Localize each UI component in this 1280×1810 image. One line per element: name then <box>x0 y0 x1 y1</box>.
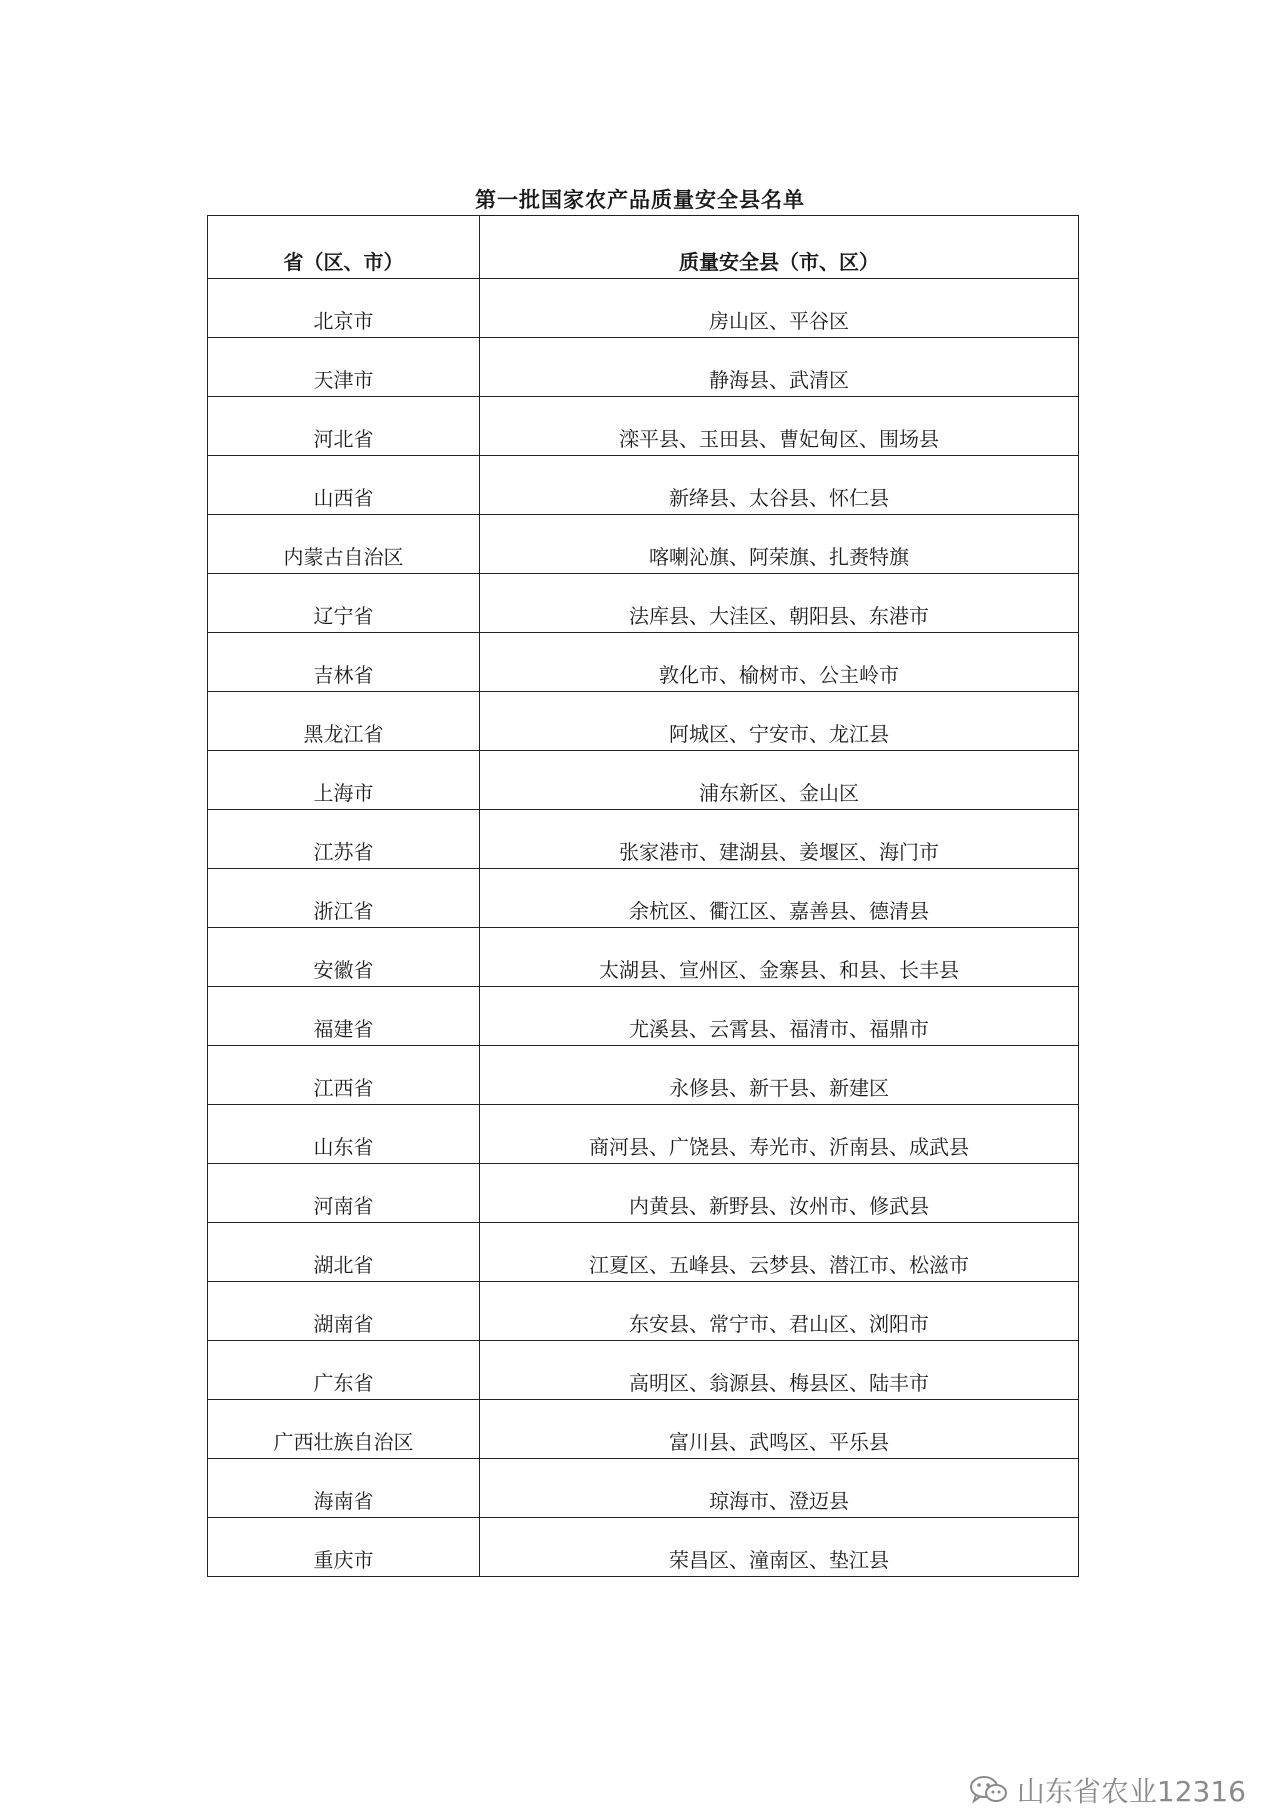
counties-cell: 房山区、平谷区 <box>480 279 1079 338</box>
counties-cell: 浦东新区、金山区 <box>480 751 1079 810</box>
table-row <box>208 574 1079 633</box>
counties-cell: 东安县、常宁市、君山区、浏阳市 <box>480 1282 1079 1341</box>
table-row <box>208 515 1079 574</box>
watermark <box>969 1770 1246 1810</box>
province-cell: 北京市 <box>208 279 480 338</box>
header-province: 省（区、市） <box>208 216 480 279</box>
watermark-text: 山东省农业12316 <box>1016 1775 1246 1808</box>
province-cell: 福建省 <box>208 987 480 1046</box>
table-row <box>208 1400 1079 1459</box>
counties-cell: 永修县、新干县、新建区 <box>480 1046 1079 1105</box>
table-row <box>208 1341 1079 1400</box>
table-row <box>208 456 1079 515</box>
province-cell: 辽宁省 <box>208 574 480 633</box>
table-row <box>208 692 1079 751</box>
counties-cell: 阿城区、宁安市、龙江县 <box>480 692 1079 751</box>
province-cell: 江苏省 <box>208 810 480 869</box>
table-row <box>208 338 1079 397</box>
province-cell: 湖北省 <box>208 1223 480 1282</box>
counties-cell: 尤溪县、云霄县、福清市、福鼎市 <box>480 987 1079 1046</box>
province-cell: 山东省 <box>208 1105 480 1164</box>
province-cell: 吉林省 <box>208 633 480 692</box>
province-cell: 黑龙江省 <box>208 692 480 751</box>
province-cell: 上海市 <box>208 751 480 810</box>
table-row <box>208 279 1079 338</box>
counties-cell: 内黄县、新野县、汝州市、修武县 <box>480 1164 1079 1223</box>
counties-cell: 商河县、广饶县、寿光市、沂南县、成武县 <box>480 1105 1079 1164</box>
table-row <box>208 397 1079 456</box>
province-cell: 浙江省 <box>208 869 480 928</box>
counties-cell: 法库县、大洼区、朝阳县、东港市 <box>480 574 1079 633</box>
table-row <box>208 1046 1079 1105</box>
counties-cell: 张家港市、建湖县、姜堰区、海门市 <box>480 810 1079 869</box>
province-cell: 河北省 <box>208 397 480 456</box>
province-cell: 江西省 <box>208 1046 480 1105</box>
header-counties: 质量安全县（市、区） <box>480 216 1079 279</box>
province-cell: 安徽省 <box>208 928 480 987</box>
province-cell: 海南省 <box>208 1459 480 1518</box>
county-list-table <box>207 215 1079 1577</box>
province-cell: 山西省 <box>208 456 480 515</box>
table-row <box>208 1282 1079 1341</box>
province-cell: 内蒙古自治区 <box>208 515 480 574</box>
counties-cell: 喀喇沁旗、阿荣旗、扎赉特旗 <box>480 515 1079 574</box>
table-row <box>208 869 1079 928</box>
table-row <box>208 1518 1079 1577</box>
wechat-icon <box>969 1775 1009 1805</box>
table-row <box>208 1164 1079 1223</box>
counties-cell: 高明区、翁源县、梅县区、陆丰市 <box>480 1341 1079 1400</box>
table-row <box>208 1223 1079 1282</box>
province-cell: 湖南省 <box>208 1282 480 1341</box>
counties-cell: 太湖县、宣州区、金寨县、和县、长丰县 <box>480 928 1079 987</box>
counties-cell: 荣昌区、潼南区、垫江县 <box>480 1518 1079 1577</box>
counties-cell: 富川县、武鸣区、平乐县 <box>480 1400 1079 1459</box>
province-cell: 重庆市 <box>208 1518 480 1577</box>
counties-cell: 江夏区、五峰县、云梦县、潜江市、松滋市 <box>480 1223 1079 1282</box>
province-cell: 天津市 <box>208 338 480 397</box>
counties-cell: 余杭区、衢江区、嘉善县、德清县 <box>480 869 1079 928</box>
counties-cell: 琼海市、澄迈县 <box>480 1459 1079 1518</box>
table-row <box>208 810 1079 869</box>
counties-cell: 新绛县、太谷县、怀仁县 <box>480 456 1079 515</box>
table-row <box>208 1105 1079 1164</box>
table-header-row <box>208 216 1079 279</box>
table-row <box>208 987 1079 1046</box>
province-cell: 广东省 <box>208 1341 480 1400</box>
document-title: 第一批国家农产品质量安全县名单 <box>475 187 805 212</box>
table-row <box>208 928 1079 987</box>
counties-cell: 敦化市、榆树市、公主岭市 <box>480 633 1079 692</box>
table-row <box>208 1459 1079 1518</box>
province-cell: 广西壮族自治区 <box>208 1400 480 1459</box>
province-cell: 河南省 <box>208 1164 480 1223</box>
table-row <box>208 751 1079 810</box>
counties-cell: 滦平县、玉田县、曹妃甸区、围场县 <box>480 397 1079 456</box>
table-row <box>208 633 1079 692</box>
counties-cell: 静海县、武清区 <box>480 338 1079 397</box>
